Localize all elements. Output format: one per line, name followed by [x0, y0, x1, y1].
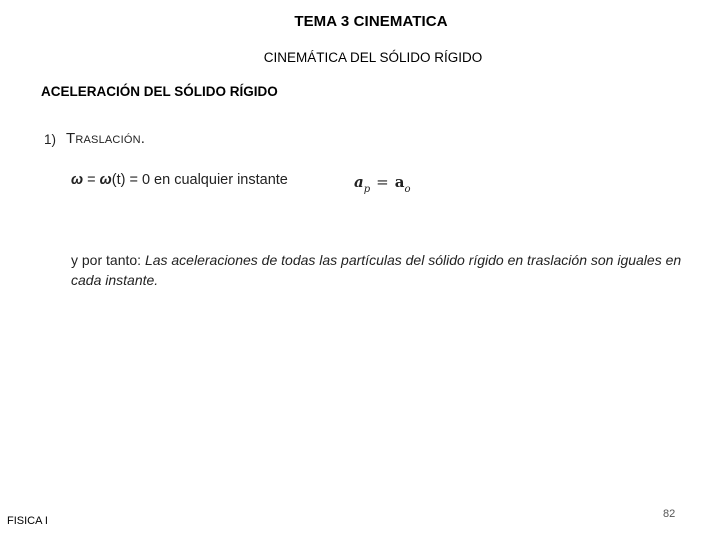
list-item-title: Traslación. [66, 130, 146, 147]
acceleration-p-vector: a [354, 173, 364, 191]
footer-course: FISICA I [7, 515, 48, 527]
slide-subtitle: CINEMÁTICA DEL SÓLIDO RÍGIDO [263, 50, 483, 65]
subscript-p: p [363, 184, 371, 195]
subscript-o: o [404, 184, 411, 195]
acceleration-o-vector: a [394, 173, 405, 191]
condition-equals: = [83, 172, 100, 188]
omega-symbol: ω [71, 172, 84, 188]
conclusion-lead: y por tanto: [71, 252, 145, 268]
condition-argument: (t) = 0 en cualquier instante [111, 172, 288, 188]
section-heading: ACELERACIÓN DEL SÓLIDO RÍGIDO [41, 84, 278, 99]
acceleration-equation [354, 173, 411, 195]
page-number: 82 [663, 508, 676, 520]
omega-symbol-function: ω [99, 172, 112, 188]
translation-condition [71, 172, 288, 188]
conclusion-paragraph [71, 250, 713, 290]
slide-title: TEMA 3 CINEMATICA [294, 13, 448, 30]
list-item-number: 1) [44, 132, 57, 147]
equation-equals: = [376, 173, 389, 191]
conclusion-statement: Las aceleraciones de todas las partículas del sólido rígido en traslación son iguales en cada instante. [71, 252, 682, 288]
